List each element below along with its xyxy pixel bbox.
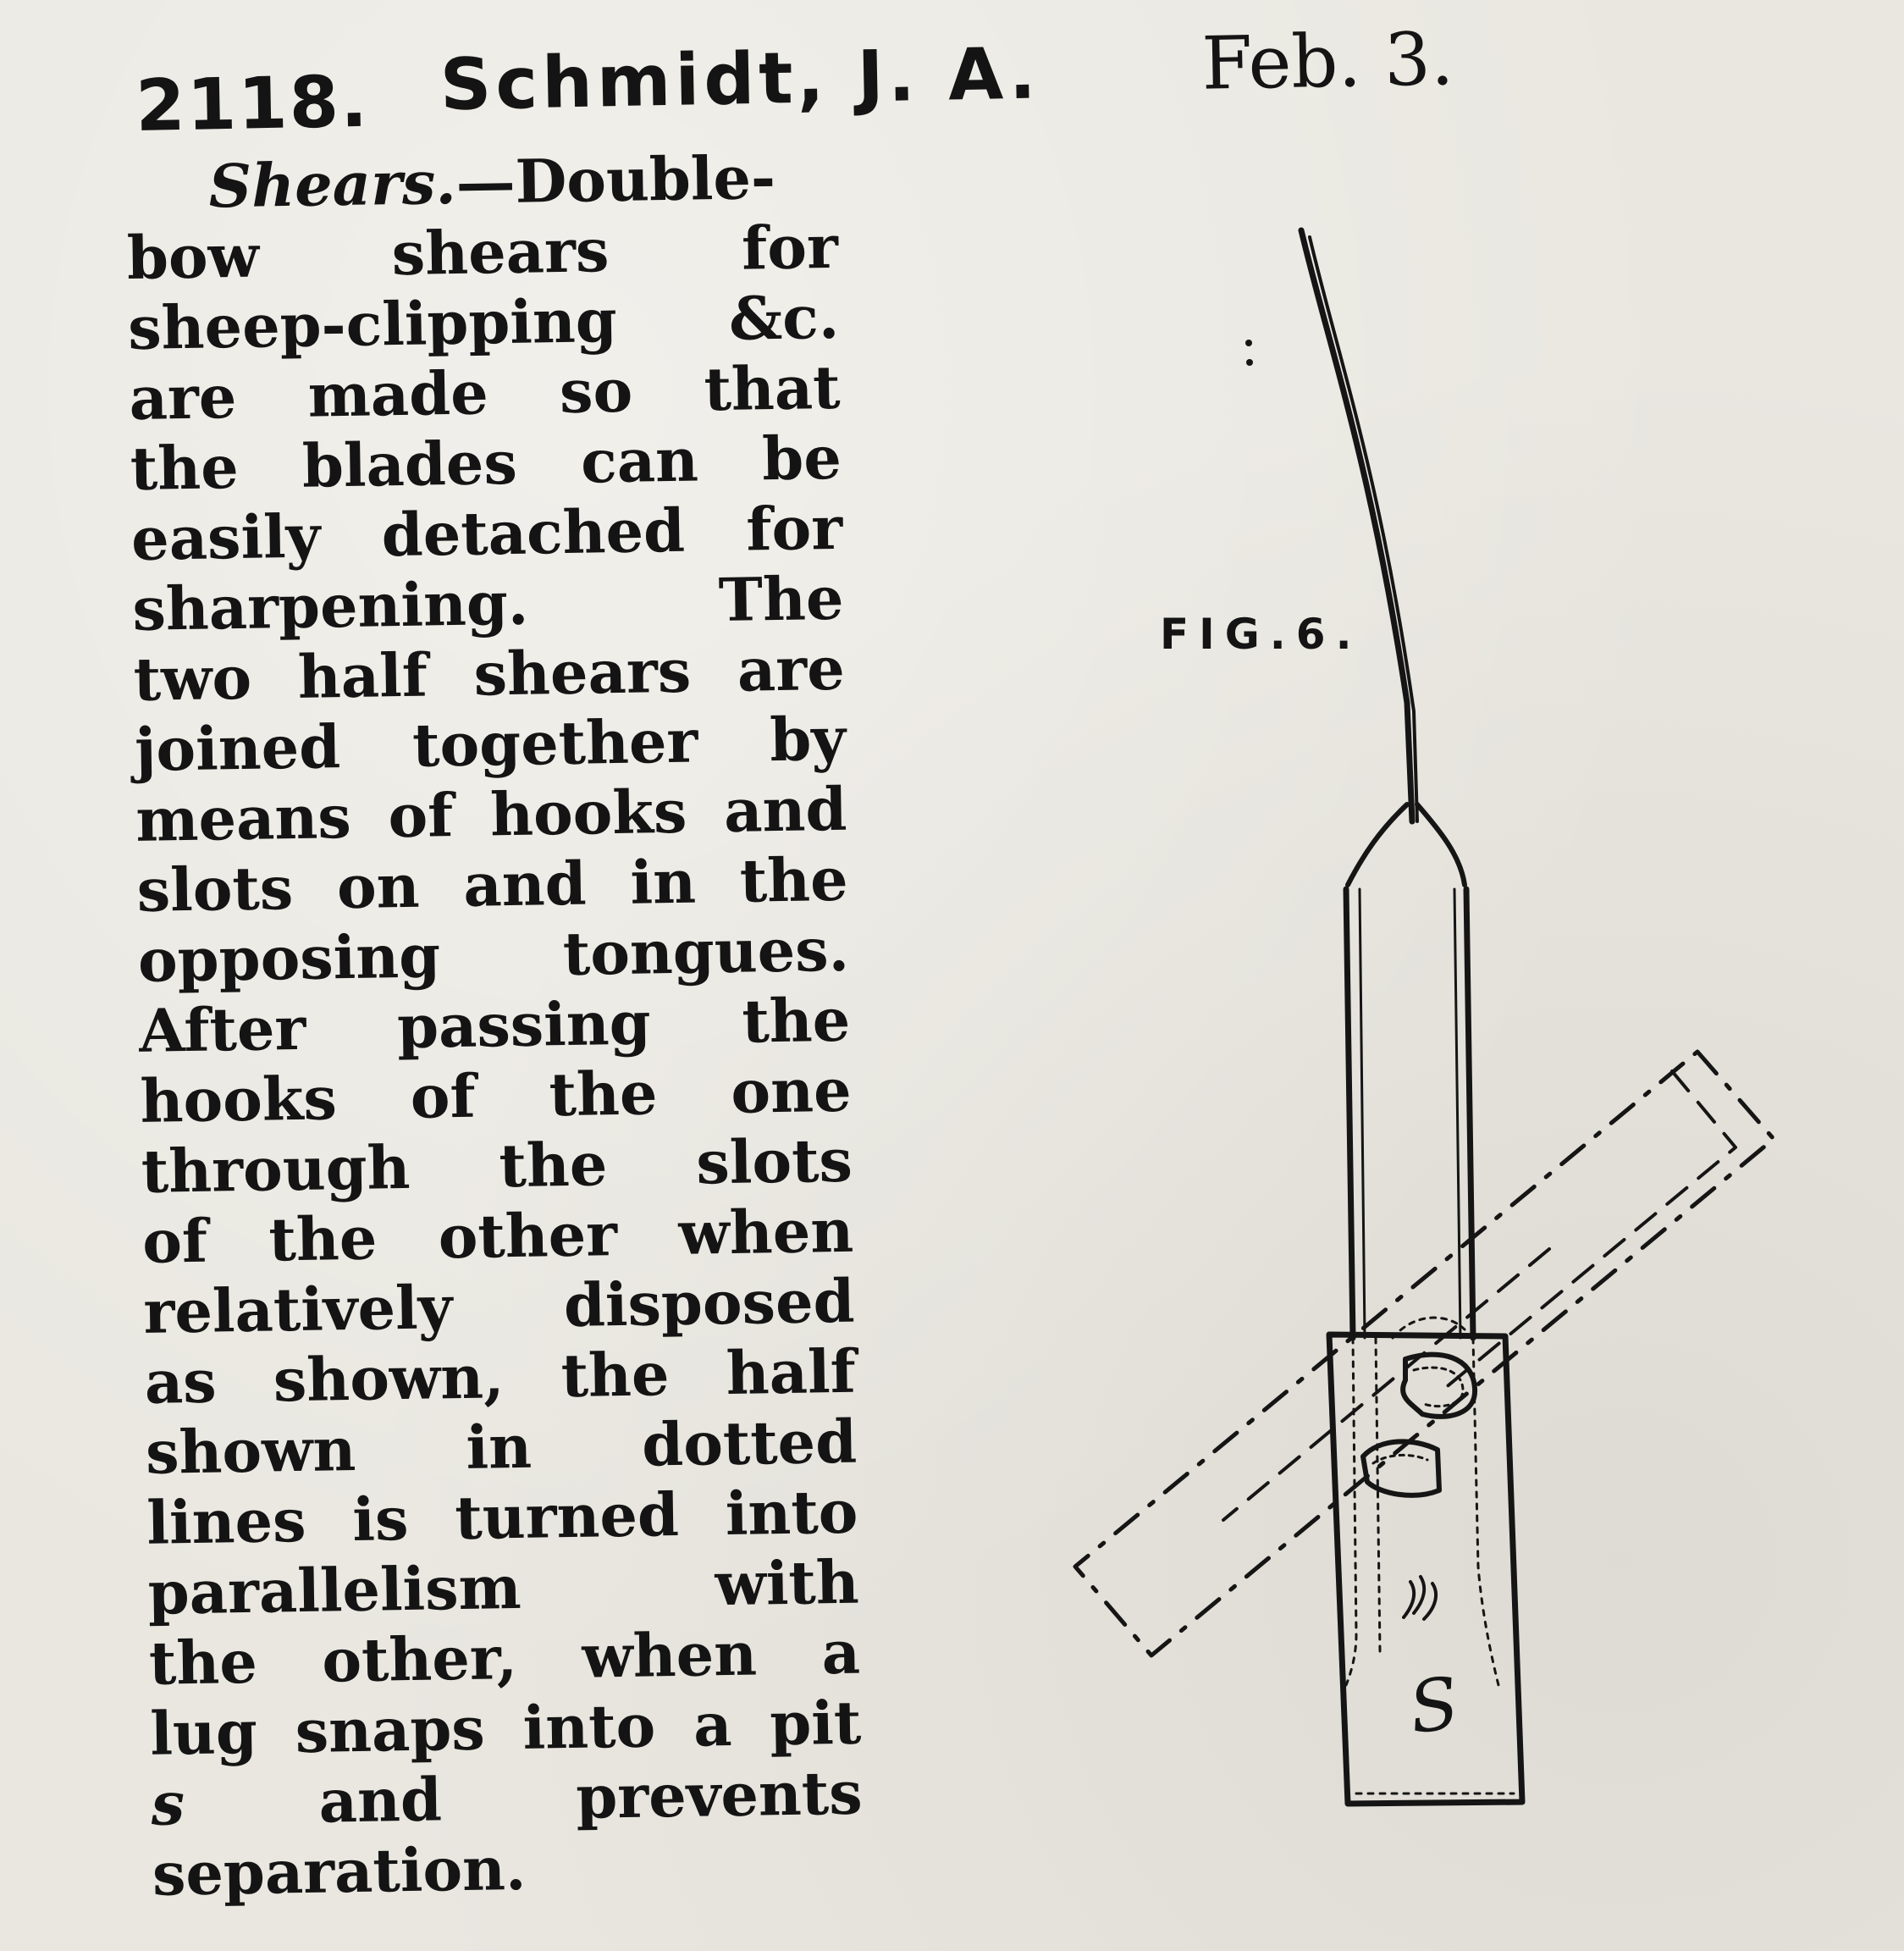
abstract-line-3: sheep-clipping &c.: [127, 281, 840, 363]
abstract-line-12: opposing tongues.: [137, 914, 850, 996]
rotated-half-inner-lower: [1223, 1249, 1549, 1520]
figure-letter: S: [1404, 1661, 1465, 1750]
neck-left: [1348, 804, 1407, 885]
abstract-line-17: relatively disposed: [142, 1265, 856, 1347]
abstract-line-14: hooks of the one: [139, 1054, 853, 1136]
abstract-line-18: as shown, the half: [144, 1335, 857, 1418]
abstract-title: Shears.: [207, 146, 457, 222]
neck-right: [1417, 804, 1465, 885]
inventor-name: Schmidt, J. A.: [439, 31, 1041, 127]
abstract-line-7: sharpening. The: [131, 562, 845, 644]
abstract-line-13: After passing the: [138, 984, 851, 1066]
abstract-line-5: the blades can be: [130, 422, 842, 504]
abstract-line-25: separation.: [152, 1832, 527, 1910]
lug-mark-2: [1404, 1582, 1414, 1617]
abstract-line-9: joined together by: [134, 703, 847, 785]
rotated-half-inner: [1439, 1071, 1736, 1393]
abstract-line-1-rest: —Double-: [455, 141, 776, 218]
shaft-right-outer: [1466, 889, 1473, 1338]
abstract-line-16: of the other when: [141, 1195, 854, 1277]
abstract-line-19: shown in dotted: [145, 1406, 858, 1488]
abstract-line-22: the other, when a: [148, 1617, 861, 1699]
abstract-line-24-rest: and prevents: [184, 1757, 864, 1839]
blade-outer-line: [1301, 230, 1412, 821]
shaft-left-inner: [1360, 889, 1365, 1338]
shears-drawing: [1041, 212, 1803, 1838]
shaft-right-inner: [1454, 889, 1460, 1338]
abstract-line-20: lines is turned into: [146, 1476, 858, 1558]
abstract-line-2: bow shears for: [126, 211, 839, 293]
abstract-text: [125, 141, 864, 1910]
abstract-line-4: are made so that: [128, 351, 842, 434]
abstract-line-15: through the slots: [141, 1125, 853, 1207]
abstract-line-21: parallelism with: [147, 1546, 860, 1628]
abstract-line-10: means of hooks and: [135, 773, 847, 855]
entry-header: [135, 14, 1491, 151]
inner-dotted-mid: [1376, 1338, 1380, 1651]
entry-date: Feb. 3.: [1200, 17, 1455, 107]
figure-label: FIG.6.: [1160, 610, 1362, 659]
abstract-line-24: [151, 1758, 863, 1839]
abstract-line-11: slots on and in the: [136, 843, 849, 926]
abstract-line-8: two half shears are: [133, 633, 846, 715]
abstract-line-6: easily detached for: [130, 492, 843, 574]
pit-reference-letter: s: [150, 1768, 185, 1839]
ink-dot: [1246, 359, 1253, 366]
abstract-line-1: [125, 141, 837, 223]
inner-dotted-left: [1346, 1338, 1356, 1685]
shaft-left-outer: [1346, 889, 1353, 1338]
entry-number: 2118.: [135, 59, 370, 147]
ink-dot: [1245, 340, 1252, 346]
patent-figure: [1041, 212, 1803, 1838]
abstract-line-23: lug snaps into a pit: [149, 1687, 862, 1769]
